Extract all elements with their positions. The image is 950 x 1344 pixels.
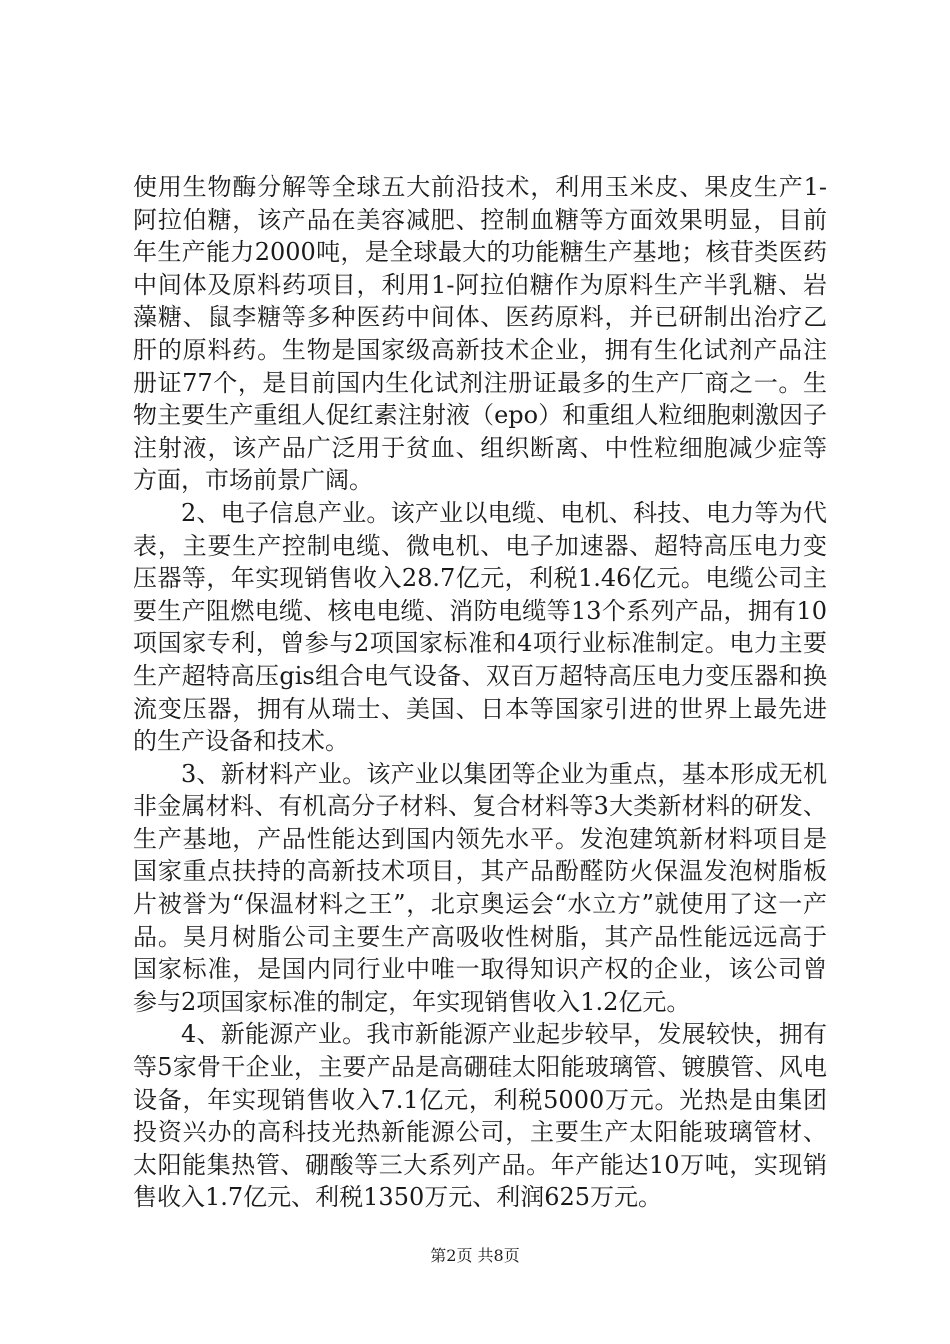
paragraph-new-energy-industry: 4、新能源产业。我市新能源产业起步较早，发展较快，拥有等5家骨干企业，主要产品是高硼硅太阳能玻璃管、镀膜管、风电设备，年实现销售收入7.1亿元，利税5000万元。光热是由集团投资兴办的高科技光热新能源公司，主要生产太阳能玻璃管材、太阳能集热管、硼酸等三大系列产品。年产能达10万吨，实现销售收入1.7亿元、利税1350万元、利润625万元。 bbox=[133, 1020, 827, 1212]
page-number-footer: 第2页 共8页 bbox=[430, 1246, 520, 1265]
paragraph-new-materials-industry: 3、新材料产业。该产业以集团等企业为重点，基本形成无机非金属材料、有机高分子材料、复合材料等3大类新材料的研发、生产基地，产品性能达到国内领先水平。发泡建筑新材料项目是国家重点扶持的高新技术项目，其产品酚醛防火保温发泡树脂板片被誉为“保温材料之王”，北京奥运会“水立方”就使用了这一产品。昊月树脂公司主要生产高吸收性树脂，其产品性能远远高于国家标准，是国内同行业中唯一取得知识产权的企业，该公司曾参与2项国家标准的制定，年实现销售收入1.2亿元。 bbox=[133, 759, 827, 1016]
paragraph-continuation: 使用生物酶分解等全球五大前沿技术，利用玉米皮、果皮生产1-阿拉伯糖，该产品在美容减肥、控制血糖等方面效果明显，目前年生产能力2000吨，是全球最大的功能糖生产基地；核苷类医药中间体及原料药项目，利用1-阿拉伯糖作为原料生产半乳糖、岩藻糖、鼠李糖等多种医药中间体、医药原料，并已研制出治疗乙肝的原料药。生物是国家级高新技术企业，拥有生化试剂产品注册证77个，是目前国内生化试剂注册证最多的生产厂商之一。生物主要生产重组人促红素注射液（epo）和重组人粒细胞刺激因子注射液，该产品广泛用于贫血、组织断离、中性粒细胞减少症等方面，市场前景广阔。 bbox=[133, 173, 827, 495]
document-body bbox=[133, 171, 827, 1214]
paragraph-electronic-info-industry: 2、电子信息产业。该产业以电缆、电机、科技、电力等为代表，主要生产控制电缆、微电机、电子加速器、超特高压电力变压器等，年实现销售收入28.7亿元，利税1.46亿元。电缆公司主要生产阻燃电缆、核电电缆、消防电缆等13个系列产品，拥有10项国家专利，曾参与2项国家标准和4项行业标准制定。电力主要生产超特高压gis组合电气设备、双百万超特高压电力变压器和换流变压器，拥有从瑞士、美国、日本等国家引进的世界上最先进的生产设备和技术。 bbox=[133, 498, 827, 756]
